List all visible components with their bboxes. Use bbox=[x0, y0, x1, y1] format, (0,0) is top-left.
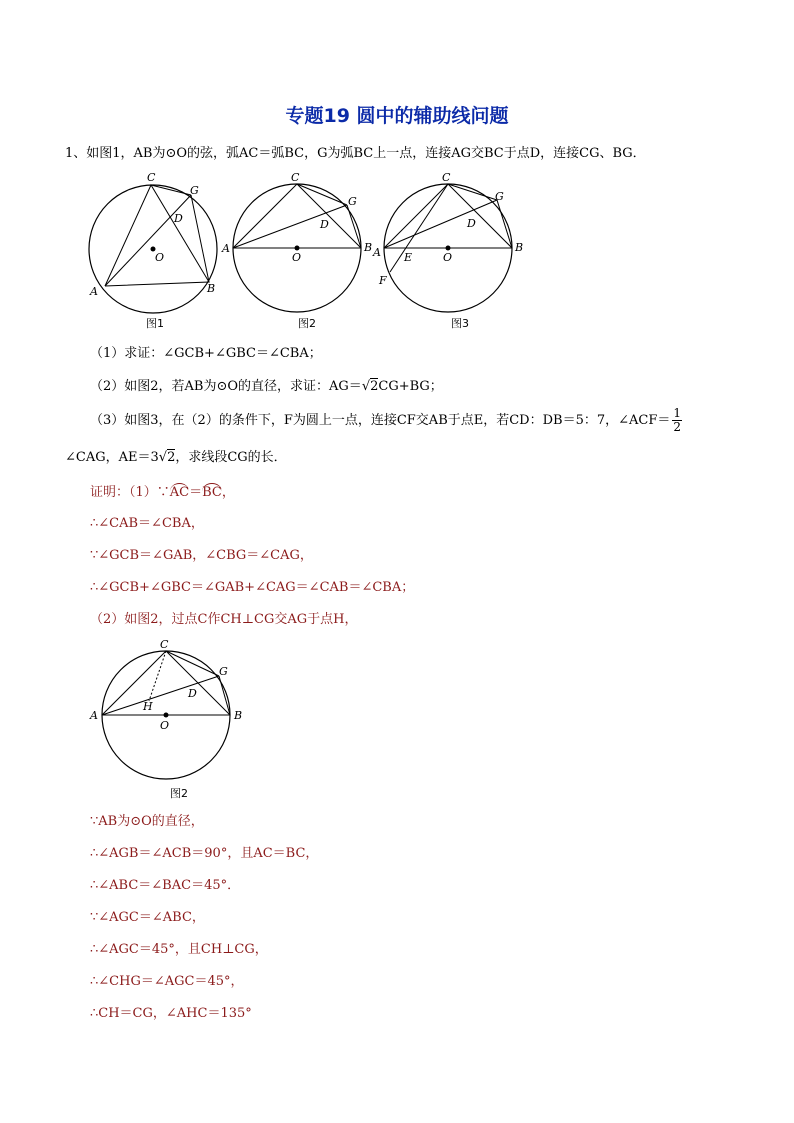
label-a: A bbox=[222, 242, 230, 255]
label-o: O bbox=[160, 719, 170, 732]
arc-bc: BC bbox=[202, 485, 222, 500]
figure-3-diagram bbox=[373, 170, 533, 335]
solution-step: ∴∠AGC＝45°，且CH⊥CG， bbox=[90, 942, 268, 957]
label-b: B bbox=[515, 241, 524, 254]
q2-text-before: （2）如图2，若AB为⊙O的直径，求证：AG＝ bbox=[90, 379, 362, 394]
label-c: C bbox=[442, 171, 451, 184]
figure-2-diagram bbox=[222, 170, 380, 335]
q2-sqrt-value: 2 bbox=[370, 379, 379, 394]
proof-start bbox=[90, 485, 235, 501]
solution-step: ∵∠AGC＝∠ABC， bbox=[90, 910, 205, 925]
label-o: O bbox=[292, 251, 302, 264]
label-a: A bbox=[90, 285, 98, 298]
solution-figure-caption: 图2 bbox=[170, 787, 188, 800]
figure-2-caption: 图2 bbox=[298, 317, 316, 330]
q3-text: （3）如图3，在（2）的条件下，F为圆上一点，连接CF交AB于点E，若CD：DB＝5：7，∠ACF＝ bbox=[90, 413, 671, 428]
label-g: G bbox=[495, 190, 504, 203]
label-f: F bbox=[379, 274, 387, 287]
page-title: 专题19 圆中的辅助线问题 bbox=[285, 105, 509, 127]
q3-sqrt-value: 2 bbox=[167, 450, 176, 465]
question-1: （1）求证：∠GCB+∠GBC＝∠CBA； bbox=[90, 346, 322, 361]
figure-3 bbox=[373, 170, 533, 339]
label-c: C bbox=[147, 171, 156, 184]
solution-step: ∴∠CAB＝∠CBA， bbox=[90, 516, 204, 531]
equals-sign: ＝ bbox=[189, 485, 203, 500]
label-a: A bbox=[90, 709, 98, 722]
label-b: B bbox=[234, 709, 243, 722]
solution-step: （2）如图2，过点C作CH⊥CG交AG于点H， bbox=[90, 612, 358, 627]
arc-ac: AC bbox=[169, 485, 190, 500]
solution-step: ∴∠CHG＝∠AGC＝45°， bbox=[90, 974, 244, 989]
label-e: E bbox=[404, 251, 413, 264]
problem-statement: 1、如图1，AB为⊙O的弦，弧AC＝弧BC，G为弧BC上一点，连接AG交BC于点D，连接CG、BG． bbox=[65, 146, 646, 161]
solution-step: ∵AB为⊙O的直径， bbox=[90, 814, 204, 829]
solution-figure-diagram bbox=[88, 638, 253, 803]
label-o: O bbox=[155, 251, 165, 264]
solution-step: ∴∠AGB＝∠ACB＝90°，且AC＝BC， bbox=[90, 846, 319, 861]
label-h: H bbox=[143, 700, 153, 713]
label-a: A bbox=[373, 246, 381, 259]
solution-step: ∴∠GCB+∠GBC＝∠GAB+∠CAG＝∠CAB＝∠CBA； bbox=[90, 580, 415, 595]
label-c: C bbox=[160, 638, 169, 651]
fraction-denominator: 2 bbox=[673, 420, 682, 434]
label-d: D bbox=[467, 217, 476, 230]
label-b: B bbox=[364, 241, 373, 254]
figure-1 bbox=[85, 170, 230, 339]
label-g: G bbox=[348, 195, 357, 208]
sqrt-symbol: √ bbox=[158, 450, 168, 465]
label-d: D bbox=[188, 687, 197, 700]
proof-comma: ， bbox=[221, 485, 235, 500]
fraction-one-half bbox=[672, 407, 682, 434]
q2-text-after: CG+BG； bbox=[378, 379, 443, 394]
figure-1-caption: 图1 bbox=[146, 317, 164, 330]
solution-step: ∵∠GCB＝∠GAB，∠CBG＝∠CAG， bbox=[90, 548, 313, 563]
question-3-line2 bbox=[65, 450, 287, 466]
solution-figure-2 bbox=[88, 638, 253, 807]
fraction-numerator: 1 bbox=[673, 406, 682, 420]
figure-2 bbox=[222, 170, 380, 339]
label-g: G bbox=[219, 665, 228, 678]
proof-label: 证明：（1）∵ bbox=[90, 485, 170, 500]
question-2 bbox=[90, 379, 443, 395]
q3-line2-before: ∠CAG，AE＝3 bbox=[65, 450, 159, 465]
label-c: C bbox=[291, 171, 300, 184]
label-b: B bbox=[207, 282, 216, 295]
question-3-line1 bbox=[90, 407, 682, 434]
solution-step: ∴∠ABC＝∠BAC＝45°． bbox=[90, 878, 241, 893]
label-d: D bbox=[320, 218, 329, 231]
figure-1-diagram bbox=[85, 170, 230, 335]
q3-line2-after: ，求线段CG的长． bbox=[175, 450, 287, 465]
label-o: O bbox=[443, 251, 453, 264]
label-g: G bbox=[190, 184, 199, 197]
label-d: D bbox=[174, 212, 183, 225]
sqrt-symbol: √ bbox=[361, 379, 371, 394]
figure-3-caption: 图3 bbox=[451, 317, 469, 330]
solution-step: ∴CH＝CG，∠AHC＝135° bbox=[90, 1006, 252, 1021]
